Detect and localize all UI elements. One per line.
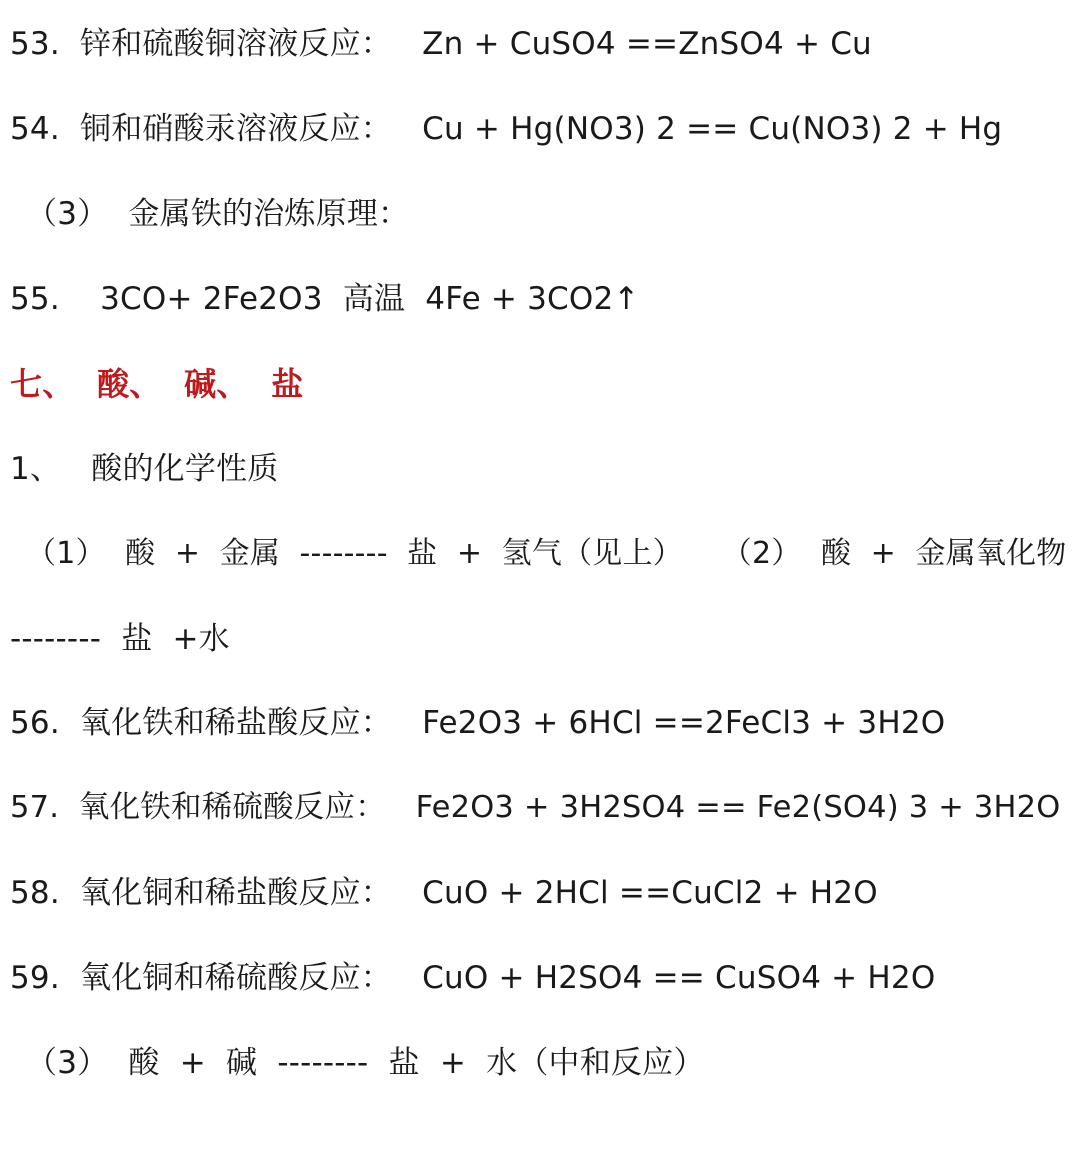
equation-53: 53. 锌和硫酸铜溶液反应： Zn + CuSO4 ==ZnSO4 + Cu: [10, 26, 872, 62]
acid-property-rule-2-cont: -------- 盐 +水: [10, 621, 230, 657]
equation-57: 57. 氧化铁和稀硫酸反应： Fe2O3 + 3H2SO4 == Fe2(SO4) 3 + 3H2O: [10, 790, 1061, 825]
equation-55: 55. 3CO+ 2Fe2O3 高温 4Fe + 3CO2↑: [10, 281, 640, 317]
equation-58: 58. 氧化铜和稀盐酸反应： CuO + 2HCl ==CuCl2 + H2O: [10, 875, 878, 911]
acid-property-rule-3: （3） 酸 + 碱 -------- 盐 + 水（中和反应）: [26, 1045, 705, 1081]
section-iron-smelting: （3） 金属铁的治炼原理：: [26, 196, 410, 232]
chapter-heading: 七、 酸、 碱、 盐: [10, 365, 304, 403]
acid-property-rule-1-2: （1） 酸 + 金属 -------- 盐 + 氢气（见上） （2） 酸 + 金属氧化物: [26, 536, 1067, 571]
equation-54: 54. 铜和硝酸汞溶液反应： Cu + Hg(NO3) 2 == Cu(NO3) 2 + Hg: [10, 111, 1003, 147]
equation-56: 56. 氧化铁和稀盐酸反应： Fe2O3 + 6HCl ==2FeCl3 + 3H2O: [10, 705, 946, 741]
equation-59: 59. 氧化铜和稀硫酸反应： CuO + H2SO4 == CuSO4 + H2O: [10, 960, 936, 996]
section-acid-properties: 1、 酸的化学性质: [10, 451, 279, 487]
